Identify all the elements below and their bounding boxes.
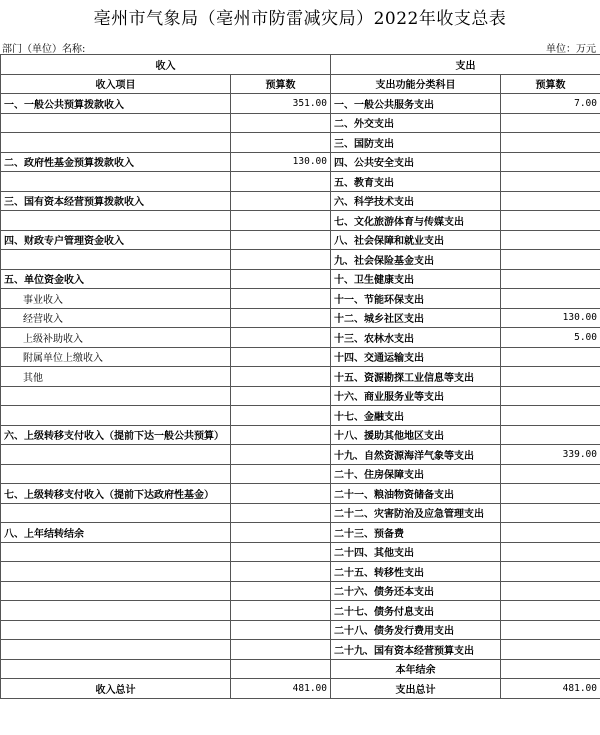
income-item-cell: 上级补助收入	[1, 328, 231, 348]
income-item-cell	[1, 113, 231, 133]
table-header-top	[1, 55, 600, 75]
expense-budget-cell	[501, 191, 600, 211]
expense-budget-cell	[501, 640, 600, 660]
expense-item-cell: 五、教育支出	[331, 172, 501, 192]
table-row	[1, 113, 600, 133]
income-budget-cell	[231, 328, 331, 348]
expense-item-cell: 三、国防支出	[331, 133, 501, 153]
income-budget-cell: 130.00	[231, 152, 331, 172]
expense-item-cell: 十三、农林水支出	[331, 328, 501, 348]
table-row	[1, 94, 600, 114]
income-item-cell	[1, 601, 231, 621]
table-row	[1, 542, 600, 562]
expense-budget-cell: 130.00	[501, 308, 600, 328]
income-item-cell: 二、政府性基金预算拨款收入	[1, 152, 231, 172]
income-budget-cell	[231, 406, 331, 426]
income-budget-cell	[231, 289, 331, 309]
expense-budget-cell	[501, 172, 600, 192]
expense-item-cell: 二十六、债务还本支出	[331, 581, 501, 601]
budget-summary-table	[0, 54, 600, 699]
income-item-cell	[1, 542, 231, 562]
table-row	[1, 269, 600, 289]
expense-item-cell: 二十二、灾害防治及应急管理支出	[331, 503, 501, 523]
totals-row	[1, 679, 600, 699]
expense-item-header: 支出功能分类科目	[331, 74, 501, 94]
table-row	[1, 484, 600, 504]
income-item-cell	[1, 386, 231, 406]
table-row	[1, 601, 600, 621]
expense-item-cell: 十一、节能环保支出	[331, 289, 501, 309]
income-item-cell	[1, 640, 231, 660]
table-row	[1, 152, 600, 172]
expense-section-header: 支出	[331, 55, 600, 75]
expense-item-cell: 十九、自然资源海洋气象等支出	[331, 445, 501, 465]
income-budget-cell	[231, 230, 331, 250]
expense-total-value: 481.00	[501, 679, 600, 699]
expense-item-cell: 十八、援助其他地区支出	[331, 425, 501, 445]
table-row	[1, 347, 600, 367]
expense-item-cell: 二十三、预备费	[331, 523, 501, 543]
income-item-cell	[1, 562, 231, 582]
income-budget-cell	[231, 250, 331, 270]
income-item-cell	[1, 211, 231, 231]
income-budget-cell	[231, 542, 331, 562]
income-item-cell	[1, 172, 231, 192]
expense-item-cell: 十、卫生健康支出	[331, 269, 501, 289]
expense-item-cell: 二十四、其他支出	[331, 542, 501, 562]
page-title: 亳州市气象局（亳州市防雷减灾局）2022年收支总表	[93, 9, 507, 29]
table-row	[1, 172, 600, 192]
expense-budget-cell	[501, 113, 600, 133]
expense-item-cell: 十七、金融支出	[331, 406, 501, 426]
expense-item-cell: 七、文化旅游体育与传媒支出	[331, 211, 501, 231]
table-row	[1, 523, 600, 543]
income-budget-cell	[231, 133, 331, 153]
income-budget-cell	[231, 211, 331, 231]
income-section-header: 收入	[1, 55, 331, 75]
expense-budget-header: 预算数	[501, 74, 600, 94]
table-row	[1, 250, 600, 270]
income-item-cell	[1, 464, 231, 484]
income-item-cell: 附属单位上缴收入	[1, 347, 231, 367]
income-item-cell: 七、上级转移支付收入（提前下达政府性基金）	[1, 484, 231, 504]
income-budget-cell	[231, 113, 331, 133]
income-budget-cell	[231, 601, 331, 621]
table-row	[1, 503, 600, 523]
income-budget-cell	[231, 464, 331, 484]
income-item-header: 收入项目	[1, 74, 231, 94]
expense-budget-cell	[501, 133, 600, 153]
expense-budget-cell	[501, 211, 600, 231]
income-item-cell	[1, 620, 231, 640]
table-header-sub	[1, 74, 600, 94]
income-budget-cell	[231, 367, 331, 387]
expense-budget-cell	[501, 464, 600, 484]
expense-budget-cell	[501, 503, 600, 523]
table-row	[1, 289, 600, 309]
expense-budget-cell	[501, 152, 600, 172]
expense-item-cell: 二十九、国有资本经营预算支出	[331, 640, 501, 660]
table-row	[1, 445, 600, 465]
expense-budget-cell	[501, 542, 600, 562]
income-item-cell: 经营收入	[1, 308, 231, 328]
income-item-cell	[1, 503, 231, 523]
income-item-cell: 其他	[1, 367, 231, 387]
table-row	[1, 367, 600, 387]
expense-item-cell: 十六、商业服务业等支出	[331, 386, 501, 406]
income-item-cell	[1, 445, 231, 465]
expense-item-cell: 二十一、粮油物资储备支出	[331, 484, 501, 504]
income-item-cell: 一、一般公共预算拨款收入	[1, 94, 231, 114]
table-row	[1, 464, 600, 484]
expense-budget-cell	[501, 484, 600, 504]
income-budget-cell	[231, 172, 331, 192]
expense-budget-cell	[501, 269, 600, 289]
income-budget-cell	[231, 445, 331, 465]
expense-item-cell: 六、科学技术支出	[331, 191, 501, 211]
unit-name-label: 部门（单位）名称:	[2, 44, 86, 55]
income-budget-header: 预算数	[231, 74, 331, 94]
expense-budget-cell	[501, 386, 600, 406]
expense-budget-cell	[501, 601, 600, 621]
income-item-cell: 事业收入	[1, 289, 231, 309]
income-item-cell: 八、上年结转结余	[1, 523, 231, 543]
carryover-value	[501, 659, 600, 679]
income-item-cell: 五、单位资金收入	[1, 269, 231, 289]
income-total-label: 收入总计	[1, 679, 231, 699]
table-row	[1, 133, 600, 153]
table-row	[1, 211, 600, 231]
expense-item-cell: 九、社会保险基金支出	[331, 250, 501, 270]
income-budget-cell	[231, 620, 331, 640]
table-row	[1, 581, 600, 601]
table-row	[1, 640, 600, 660]
expense-budget-cell	[501, 250, 600, 270]
table-row	[1, 425, 600, 445]
expense-item-cell: 二十五、转移性支出	[331, 562, 501, 582]
table-row	[1, 406, 600, 426]
expense-budget-cell: 7.00	[501, 94, 600, 114]
expense-budget-cell	[501, 289, 600, 309]
income-budget-cell	[231, 659, 331, 679]
income-item-cell	[1, 133, 231, 153]
expense-budget-cell	[501, 406, 600, 426]
carryover-row	[1, 659, 600, 679]
carryover-label: 本年结余	[331, 659, 501, 679]
income-item-cell	[1, 250, 231, 270]
income-budget-cell	[231, 581, 331, 601]
expense-item-cell: 二十、住房保障支出	[331, 464, 501, 484]
income-total-value: 481.00	[231, 679, 331, 699]
expense-item-cell: 四、公共安全支出	[331, 152, 501, 172]
income-budget-cell	[231, 191, 331, 211]
expense-budget-cell: 339.00	[501, 445, 600, 465]
expense-budget-cell	[501, 581, 600, 601]
income-budget-cell	[231, 347, 331, 367]
expense-item-cell: 一、一般公共服务支出	[331, 94, 501, 114]
income-budget-cell	[231, 269, 331, 289]
income-budget-cell	[231, 308, 331, 328]
expense-budget-cell	[501, 620, 600, 640]
expense-item-cell: 二十八、债务发行费用支出	[331, 620, 501, 640]
income-item-cell: 三、国有资本经营预算拨款收入	[1, 191, 231, 211]
expense-budget-cell	[501, 367, 600, 387]
expense-item-cell: 十四、交通运输支出	[331, 347, 501, 367]
income-item-cell	[1, 581, 231, 601]
expense-budget-cell	[501, 562, 600, 582]
expense-budget-cell	[501, 425, 600, 445]
expense-item-cell: 十五、资源勘探工业信息等支出	[331, 367, 501, 387]
expense-budget-cell	[501, 523, 600, 543]
income-budget-cell	[231, 562, 331, 582]
expense-budget-cell	[501, 347, 600, 367]
income-budget-cell	[231, 484, 331, 504]
table-row	[1, 230, 600, 250]
income-item-cell: 四、财政专户管理资金收入	[1, 230, 231, 250]
income-budget-cell: 351.00	[231, 94, 331, 114]
income-item-cell: 六、上级转移支付收入（提前下达一般公共预算）	[1, 425, 231, 445]
income-budget-cell	[231, 386, 331, 406]
expense-budget-cell	[501, 230, 600, 250]
expense-budget-cell: 5.00	[501, 328, 600, 348]
table-row	[1, 191, 600, 211]
currency-unit-label: 单位：万元	[546, 44, 596, 55]
expense-item-cell: 十二、城乡社区支出	[331, 308, 501, 328]
income-item-cell	[1, 406, 231, 426]
table-row	[1, 562, 600, 582]
income-budget-cell	[231, 523, 331, 543]
table-row	[1, 386, 600, 406]
table-row	[1, 328, 600, 348]
income-budget-cell	[231, 640, 331, 660]
income-budget-cell	[231, 503, 331, 523]
table-row	[1, 308, 600, 328]
income-item-cell	[1, 659, 231, 679]
table-row	[1, 620, 600, 640]
income-budget-cell	[231, 425, 331, 445]
expense-item-cell: 二十七、债务付息支出	[331, 601, 501, 621]
expense-item-cell: 二、外交支出	[331, 113, 501, 133]
expense-total-label: 支出总计	[331, 679, 501, 699]
expense-item-cell: 八、社会保障和就业支出	[331, 230, 501, 250]
